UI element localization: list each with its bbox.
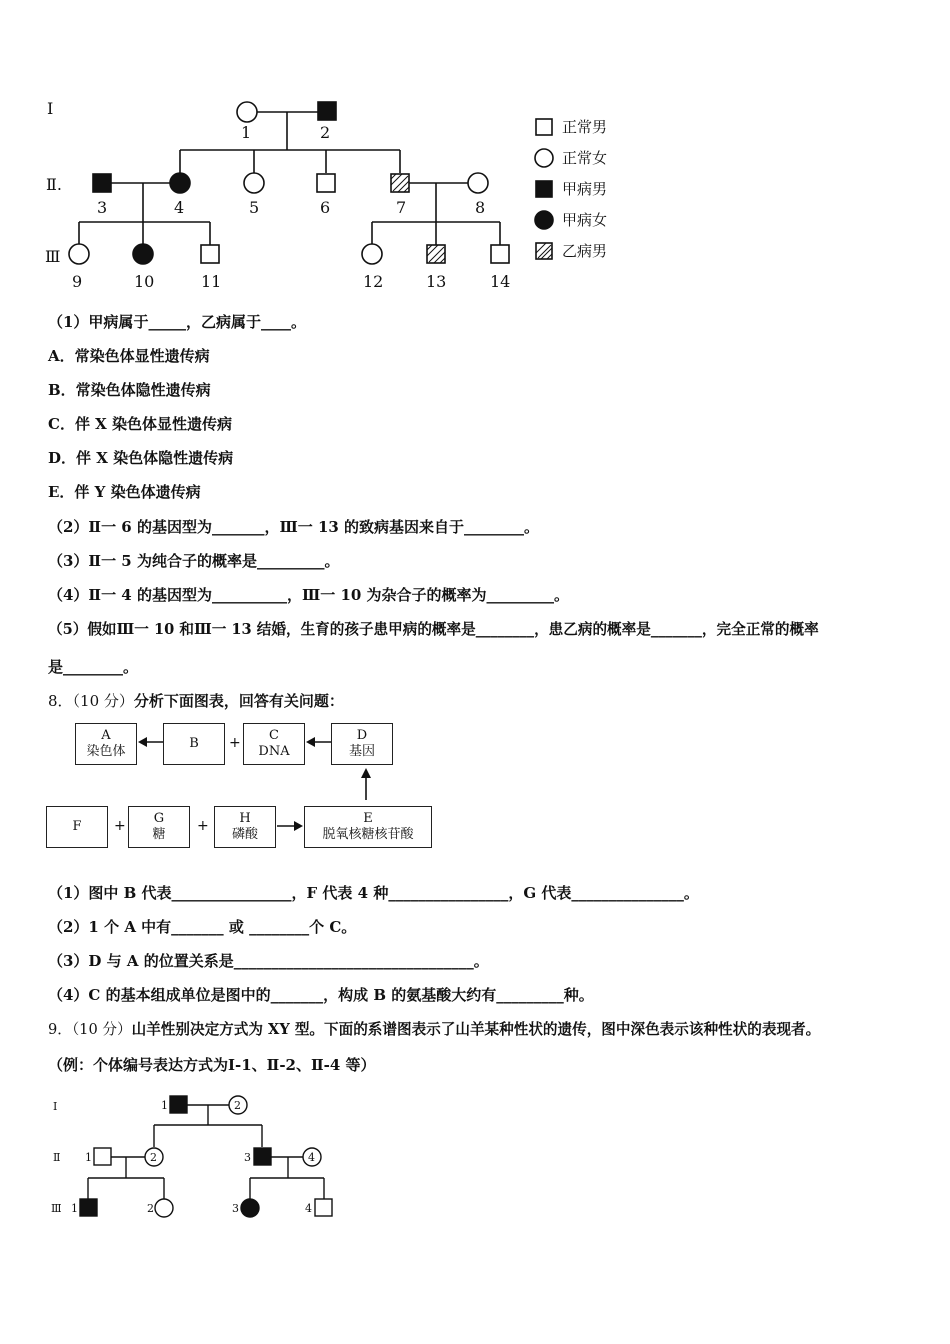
ped1-num: 4: [174, 198, 185, 217]
ped1-gen-I-label: Ⅰ: [47, 99, 54, 118]
ped1-num: 1: [241, 123, 252, 142]
q7-option-b: B．常染色体隐性遗传病: [48, 381, 211, 399]
arrow-E-to-D-head: [361, 768, 371, 778]
ped1-num: 9: [72, 272, 83, 291]
q9-number: 9．: [48, 1021, 72, 1038]
ped1-num: 2: [320, 123, 331, 142]
legend-diseaseB-male-label: 乙病男: [562, 242, 608, 260]
q8-part1: （1）图中 B 代表________________，F 代表 4 种________________，G 代表_______________。: [48, 884, 699, 902]
ped2-III-1-male-affected: [80, 1199, 97, 1216]
q8-box-F-letter: F: [72, 819, 82, 834]
q8-plus: +: [197, 818, 209, 834]
q7-part5-cont: 是________。: [48, 658, 139, 676]
ped2-num: 4: [308, 1151, 315, 1164]
ped1-III-11-male-normal: [201, 245, 219, 263]
q8-plus: +: [114, 818, 126, 834]
legend-normal-female-label: 正常女: [562, 149, 608, 167]
legend-normal-male-label: 正常男: [562, 118, 608, 136]
ped2-num: 4: [305, 1202, 312, 1215]
ped2-gen-I-label: Ⅰ: [53, 1100, 58, 1113]
legend-normal-male-symbol: [536, 119, 552, 135]
q8-box-C-letter: C: [269, 728, 279, 743]
q8-box-E-text: 脱氧核糖核苷酸: [322, 827, 414, 842]
ped1-III-14-male-normal: [491, 245, 509, 263]
legend-diseaseA-male-symbol: [536, 181, 552, 197]
legend-diseaseA-male-label: 甲病男: [562, 180, 608, 198]
pedigree-chart-2: [40, 1090, 350, 1230]
q8-part2: （2）1 个 A 中有_______ 或 ________个 C。: [48, 918, 357, 936]
q7-option-d: D．伴 X 染色体隐性遗传病: [48, 449, 234, 467]
q8-box-B-letter: B: [189, 736, 199, 751]
q7-part5: （5）假如Ⅲ一 10 和Ⅲ一 13 结婚，生育的孩子患甲病的概率是________，患乙病的概率是_______，完全正常的概率: [48, 621, 819, 638]
ped2-gen-II-label: Ⅱ: [53, 1151, 61, 1164]
ped1-num: 8: [475, 198, 486, 217]
arrow-D-to-C-head: [306, 737, 315, 747]
arrow-H-to-E-head: [294, 821, 303, 831]
q8-box-D-letter: D: [356, 728, 368, 743]
q8-box-D-text: 基因: [348, 744, 375, 759]
ped1-II-6-male-normal: [317, 174, 335, 192]
q8-plus: +: [229, 735, 241, 751]
q8-part3: （3）D 与 A 的位置关系是________________________________。: [48, 952, 489, 970]
q8-box-G-letter: G: [153, 811, 165, 826]
ped2-num: 3: [244, 1151, 251, 1164]
ped2-I-1-male-affected: [170, 1096, 187, 1113]
q8-header: [48, 690, 344, 711]
q9-score: （10 分）: [71, 1021, 132, 1038]
ped2-III-4-male-normal: [315, 1199, 332, 1216]
ped2-num: 1: [161, 1099, 168, 1112]
ped2-num: 3: [232, 1202, 239, 1215]
ped2-II-3-male-affected: [254, 1148, 271, 1165]
ped1-num: 5: [249, 198, 260, 217]
q8-box-C-text: DNA: [258, 744, 290, 759]
ped1-num: 7: [396, 198, 407, 217]
q7-part4: （4）Ⅱ一 4 的基因型为__________，Ⅲ一 10 为杂合子的概率为_________。: [48, 586, 570, 604]
q7-part3: （3）Ⅱ一 5 为纯合子的概率是_________。: [48, 552, 340, 570]
ped1-num: 12: [363, 272, 384, 291]
arrow-B-to-A-head: [138, 737, 147, 747]
ped2-II-1-male-normal: [94, 1148, 111, 1165]
ped1-gen-II-label: Ⅱ.: [46, 175, 62, 194]
ped1-II-5-female-normal: [244, 173, 264, 193]
ped2-III-2-female-normal: [155, 1199, 173, 1217]
ped1-III-10-female-diseaseA: [133, 244, 153, 264]
ped1-II-4-female-diseaseA: [170, 173, 190, 193]
q7-part2: （2）Ⅱ一 6 的基因型为_______，Ⅲ一 13 的致病基因来自于________。: [48, 518, 540, 536]
ped2-num: 2: [147, 1202, 154, 1215]
legend-diseaseA-female-symbol: [535, 211, 553, 229]
q8-box-E-letter: E: [363, 811, 373, 826]
q8-box-H-letter: H: [239, 811, 251, 826]
ped1-III-9-female-normal: [69, 244, 89, 264]
ped2-III-3-female-affected: [241, 1199, 259, 1217]
ped1-num: 10: [134, 272, 155, 291]
ped2-num: 2: [234, 1099, 241, 1112]
ped1-I-2-male-diseaseA: [318, 102, 336, 120]
q8-box-G-text: 糖: [152, 827, 166, 842]
q8-diagram-arrows: [130, 730, 380, 850]
ped1-num: 13: [426, 272, 447, 291]
ped1-II-8-female-normal: [468, 173, 488, 193]
ped2-num: 1: [85, 1151, 92, 1164]
q7-option-e: E．伴 Y 染色体遗传病: [48, 483, 201, 501]
q8-box-A: [75, 723, 137, 765]
q8-part4: （4）C 的基本组成单位是图中的_______，构成 B 的氨基酸大约有_________种。: [48, 986, 594, 1004]
pedigree-chart-1: [40, 88, 640, 298]
ped1-I-1-female-normal: [237, 102, 257, 122]
q7-option-a: A．常染色体显性遗传病: [48, 347, 210, 365]
ped2-gen-III-label: Ⅲ: [51, 1202, 62, 1215]
ped1-num: 6: [320, 198, 331, 217]
ped1-II-3-male-diseaseA: [93, 174, 111, 192]
ped1-gen-III-label: Ⅲ: [45, 247, 61, 266]
q9-header: [48, 1018, 820, 1039]
ped1-num: 14: [490, 272, 511, 291]
q9-stem: 山羊性别决定方式为 XY 型。下面的系谱图表示了山羊某种性状的遗传，图中深色表示该种性状的表现者。: [131, 1021, 821, 1038]
q8-number: 8．: [48, 692, 73, 710]
ped2-num: 1: [71, 1202, 78, 1215]
ped1-num: 11: [201, 272, 222, 291]
q8-stem: 分析下面图表，回答有关问题：: [133, 692, 344, 710]
q8-box-H-text: 磷酸: [231, 827, 258, 842]
legend-diseaseA-female-label: 甲病女: [562, 211, 608, 229]
q7-option-c: C．伴 X 染色体显性遗传病: [48, 415, 233, 433]
ped2-num: 2: [150, 1151, 157, 1164]
ped1-num: 3: [97, 198, 108, 217]
ped1-III-12-female-normal: [362, 244, 382, 264]
q8-score: （10 分）: [72, 692, 134, 710]
q8-box-A-text: 染色体: [86, 744, 126, 759]
legend-normal-female-symbol: [535, 149, 553, 167]
q7-part1: （1）甲病属于_____，乙病属于____。: [48, 313, 306, 331]
q8-box-F: [46, 806, 108, 848]
q8-box-A-letter: A: [101, 728, 111, 743]
q9-example: （例：个体编号表达方式为Ⅰ-1、Ⅱ-2、Ⅱ-4 等）: [48, 1056, 376, 1074]
